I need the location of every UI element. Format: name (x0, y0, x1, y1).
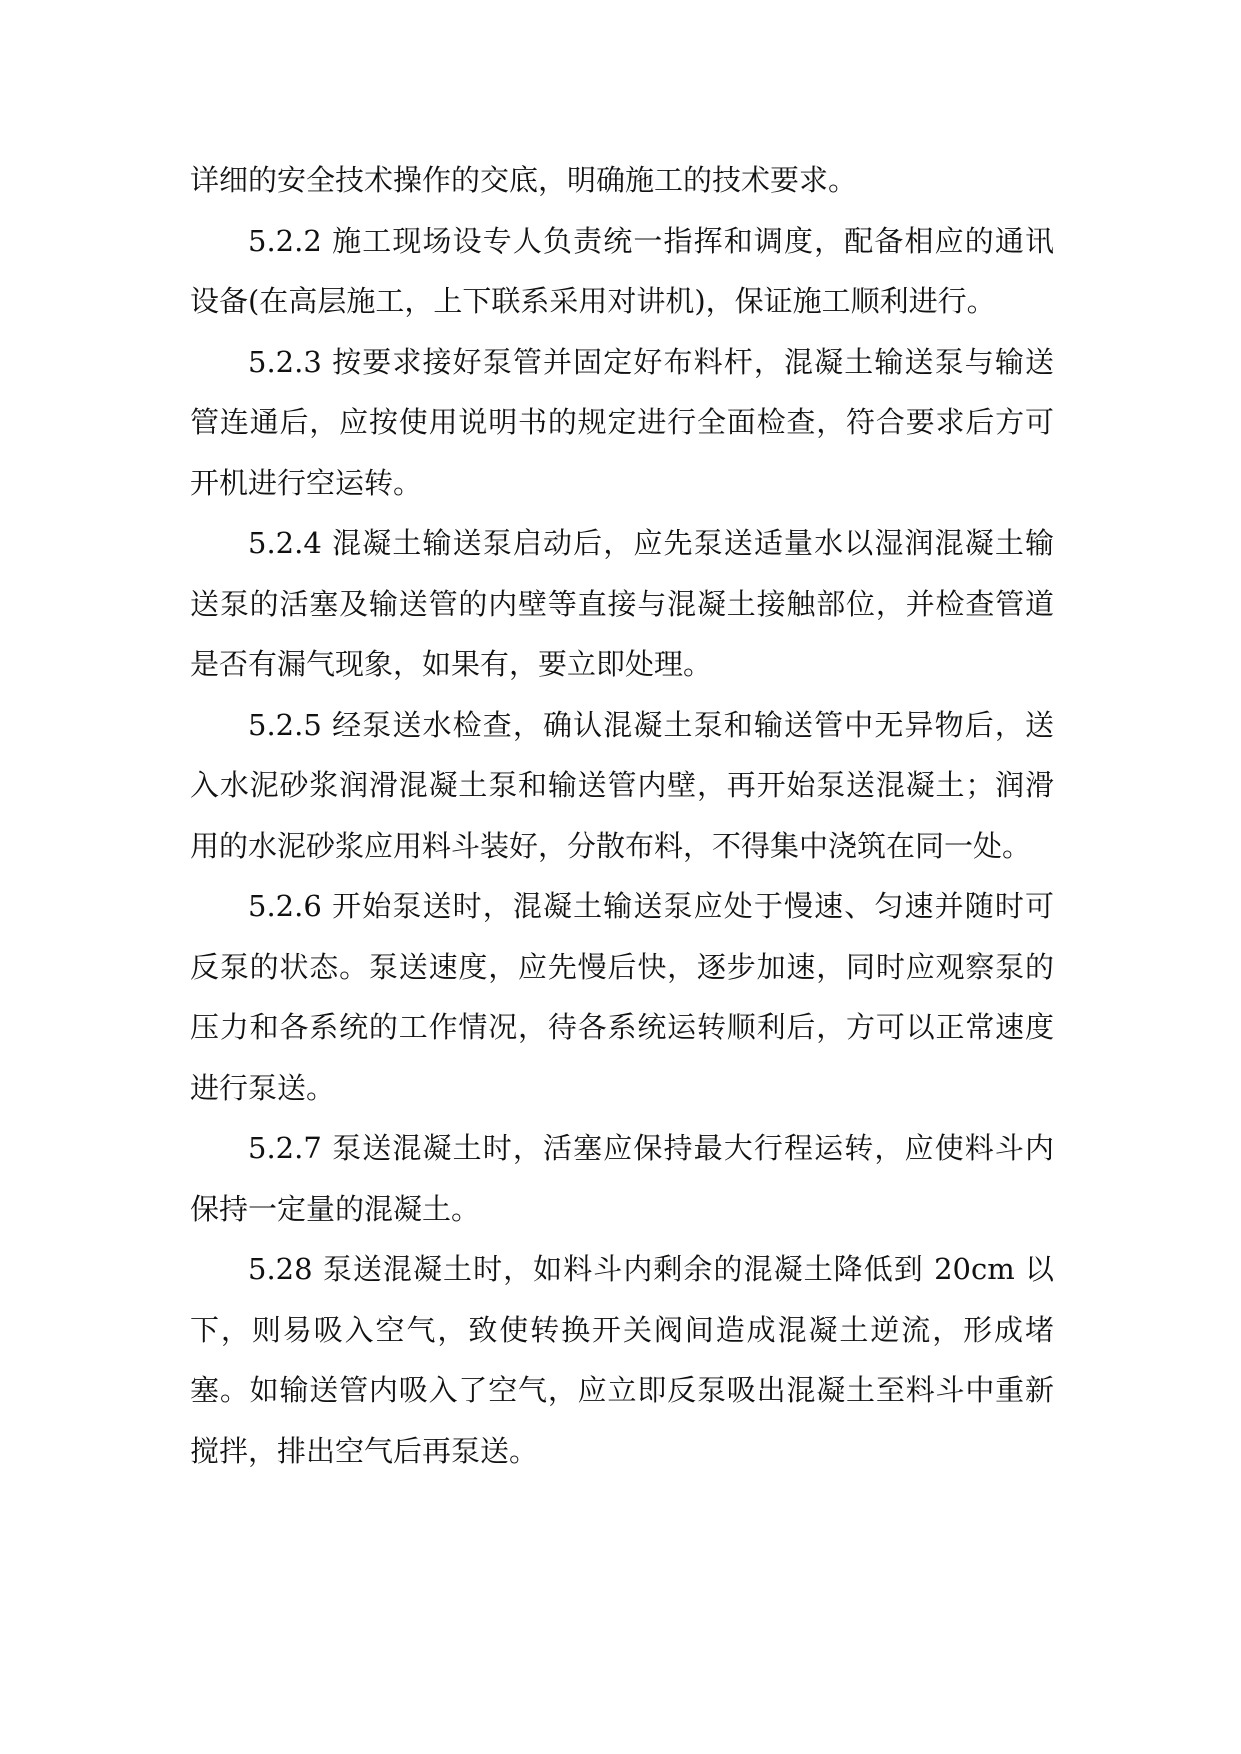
paragraph-5-2-3: 5.2.3 按要求接好泵管并固定好布料杆，混凝土输送泵与输送管连通后，应按使用说明书的规定进行全面检查，符合要求后方可开机进行空运转。 (190, 344, 1054, 500)
paragraph-5-2-6: 5.2.6 开始泵送时，混凝土输送泵应处于慢速、匀速并随时可反泵的状态。泵送速度，应先慢后快，逐步加速，同时应观察泵的压力和各系统的工作情况，待各系统运转顺利后，方可以正常速度进行泵送。 (190, 889, 1054, 1105)
paragraph-5-2-5: 5.2.5 经泵送水检查，确认混凝土泵和输送管中无异物后，送入水泥砂浆润滑混凝土泵和输送管内壁，再开始泵送混凝土；润滑用的水泥砂浆应用料斗装好，分散布料，不得集中浇筑在同一处。 (190, 707, 1054, 863)
paragraph-intro-continuation: 详细的安全技术操作的交底，明确施工的技术要求。 (190, 163, 858, 197)
paragraph-5-2-7: 5.2.7 泵送混凝土时，活塞应保持最大行程运转，应使料斗内保持一定量的混凝土。 (190, 1131, 1054, 1226)
paragraph-5-2-4: 5.2.4 混凝土输送泵启动后，应先泵送适量水以湿润混凝土输送泵的活塞及输送管的内壁等直接与混凝土接触部位，并检查管道是否有漏气现象，如果有，要立即处理。 (190, 526, 1054, 681)
paragraph-5-2-2: 5.2.2 施工现场设专人负责统一指挥和调度，配备相应的通讯设备(在高层施工，上下联系采用对讲机)，保证施工顺利进行。 (190, 223, 1054, 318)
paragraph-5-2-8: 5.28 泵送混凝土时，如料斗内剩余的混凝土降低到 20cm 以下，则易吸入空气，致使转换开关阀间造成混凝土逆流，形成堵塞。如输送管内吸入了空气，应立即反泵吸出混凝土至料斗中重新搅拌，排出空气后再泵送。 (190, 1252, 1054, 1468)
document-body (190, 150, 1054, 1481)
